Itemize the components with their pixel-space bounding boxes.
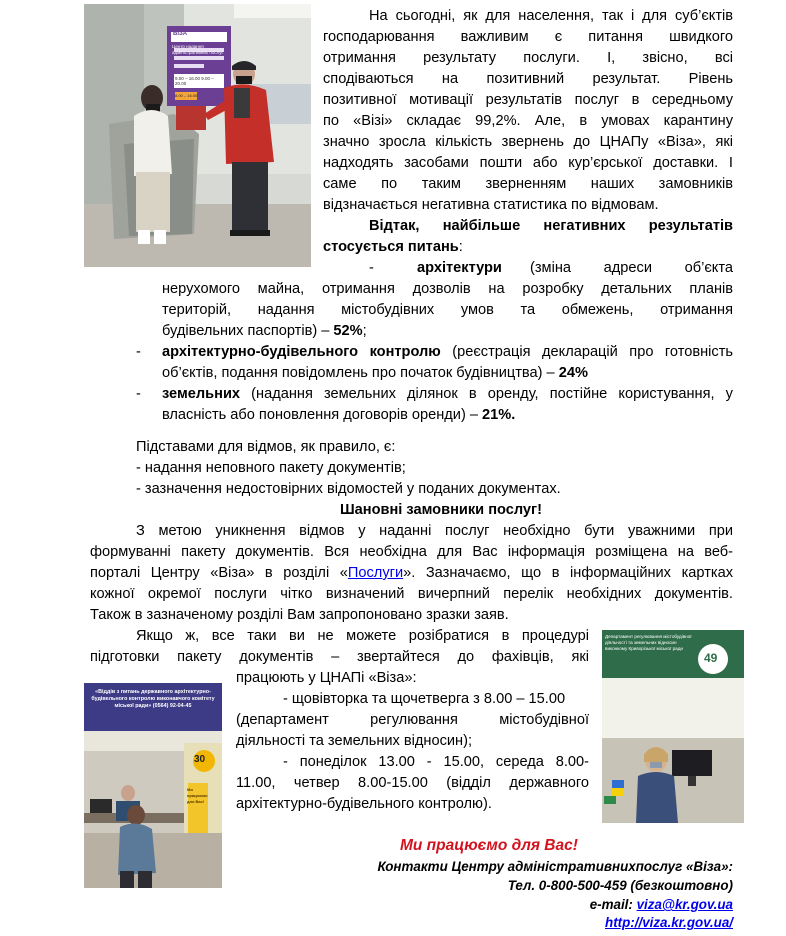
bullet-control-bold: архітектурно-будівельного контролю (162, 344, 441, 360)
services-link[interactable]: Послуги (347, 565, 404, 581)
schedule-1-line-2: (департамент регулювання містобудівної (236, 712, 589, 728)
sign-badge: 8.00 – 16.00 (175, 93, 198, 98)
help-line-3: працюють у ЦНАПі «Віза»: (236, 670, 417, 686)
negative-heading-bold: стосується питань (323, 239, 459, 255)
sticker-we-work-for-you: Ми працюємо для Вас! (187, 787, 208, 804)
bullet-architecture-percent: 52% (333, 323, 363, 339)
banner-construction-control: «Віддів з питань державного архітектурно-будівельного контролю виконавчого комітету міської ради» (0564) 92-04-45 (91, 689, 215, 709)
sign-text: Центр надання адміністративних послуг (172, 44, 224, 55)
bullet-architecture-bold: архітектури (417, 260, 502, 276)
sign-brand: ВІЗА (173, 31, 188, 37)
bullet-architecture-line-2: нерухомого майна, отримання дозволів на розробку детальних планів (162, 281, 733, 297)
appeal-line-1: З метою уникнення відмов у наданні послуг необхідно бути уважними при (136, 523, 733, 539)
reasons-intro: Підставами для відмов, як правило, є: (136, 439, 396, 455)
bullet-control-rest: (реєстрація декларацій про готовність (452, 344, 733, 360)
sign-hours: 9.00 – 16.00 9.00 – 20.00 (175, 76, 214, 86)
intro-line-8: надходять засобами пошти або кур’єрської доставки. І (323, 155, 733, 171)
intro-line-10: відзначається негативна статистика по відмовам. (323, 197, 659, 213)
schedule-1-line-1: - щовівторка та щочетверга з 8.00 – 15.00 (283, 691, 566, 707)
intro-line-1: На сьогодні, як для населення, так і для суб’єктів (369, 8, 733, 24)
appeal-line-3 (90, 563, 733, 583)
help-line-2: підготовки пакету документів – звертайтеся до фахівців, які (90, 649, 589, 665)
reasons-item-1: - надання неповного пакету документів; (136, 460, 406, 476)
schedule-1-line-3: діяльності та земельних відносин); (236, 733, 473, 749)
intro-line-3: отримання результату послуги. І, звісно, всі (323, 50, 733, 66)
appeal-line-4: кожної окремої послуги чітко визначений вичерпний перелік необхідних документів. (90, 586, 733, 602)
banner-urban-planning: Департамент регулювання містобудівної діяльності та земельних відносин виконкому Криворізької міської ради (605, 634, 692, 651)
schedule-2-line-1: - понеділок 13.00 - 15.00, середа 8.00- (283, 754, 589, 770)
intro-line-2: господарювання важливим є питання швидкого (323, 29, 733, 45)
schedule-2-line-2: 11.00, четвер 8.00-15.00 (відділ державного (236, 775, 589, 791)
reasons-item-2: - зазначення недостовірних відомостей у поданих документах. (136, 481, 561, 497)
bullet-architecture-end: ; (362, 323, 367, 339)
negative-heading-colon: : (458, 239, 463, 255)
appeal-line-3-after: ». Зазначаємо, що в інформаційних картках (403, 565, 733, 581)
intro-line-6: по «Візі» складає 99,2%. Але, в умовах карантину (323, 113, 733, 129)
bullet-architecture-line-1: (зміна адреси об’єкта (530, 260, 733, 276)
slogan: Ми працюємо для Вас! (400, 837, 578, 854)
website-link[interactable]: http://viza.kr.gov.ua/ (605, 915, 733, 930)
negative-heading-line-1: Відтак, найбільше негативних результатів (369, 218, 733, 234)
photo-visitors-at-info-desk (84, 4, 311, 267)
contacts-phone: Тел. 0-800-500-459 (безкоштовно) (507, 878, 733, 893)
window-number-49: 49 (704, 651, 718, 665)
bullet-dash-control: - (136, 344, 141, 360)
photo-construction-control-desk (84, 683, 222, 888)
appeal-line-5: Також в зазначеному розділі Вам запропоновано зразки заяв. (90, 607, 509, 623)
bullet-land-percent: 21%. (482, 407, 516, 423)
bullet-control-line-1 (162, 342, 733, 362)
email-label: e-mail: (589, 897, 637, 912)
bullet-land-rest: (надання земельних ділянок в оренду, постійне користування, у (251, 386, 733, 402)
bullet-architecture-text: будівельних паспортів) – (162, 323, 330, 339)
bullet-dash-land: - (136, 386, 141, 402)
intro-line-4: сподіваються на позитивний результат. Рівень (323, 71, 733, 87)
appeal-line-3-before: порталі Центру «Віза» в розділі « (90, 565, 348, 581)
intro-line-9: саме по таким зверненням наших замовників (323, 176, 733, 192)
bullet-control-line-2 (162, 363, 588, 383)
bullet-control-text: об’єктів, подання повідомлень про початок будівництва) – (162, 365, 555, 381)
contacts-email-row (590, 895, 733, 915)
window-number-30: 30 (194, 754, 206, 765)
bullet-architecture-line-3: територій, надання містобудівних умов та обмежень, отримання (162, 302, 733, 318)
email-link[interactable]: viza@kr.gov.ua (636, 897, 733, 912)
appeal-line-2: формуванні пакету документів. Вся необхідна для Вас інформація розміщена на веб- (90, 544, 733, 560)
bullet-land-bold: земельних (162, 386, 241, 402)
appeal-heading: Шановні замовники послуг! (340, 502, 542, 518)
bullet-control-percent: 24% (558, 365, 588, 381)
intro-line-5: позитивної мотивації результатів послуг в середньому (323, 92, 733, 108)
photo-urban-planning-desk (602, 630, 744, 823)
bullet-architecture-line-4 (162, 321, 367, 341)
bullet-land-line-1 (162, 384, 733, 404)
bullet-land-line-2 (162, 405, 515, 425)
intro-line-7: значно зросла кількість звернень до ЦНАПу «Віза», які (323, 134, 733, 150)
contacts-heading: Контакти Центру адміністративнихпослуг «Віза»: (377, 859, 733, 874)
bullet-land-text: власність або поновлення договорів оренди) – (162, 407, 478, 423)
help-line-1: Якщо ж, все таки ви не можете розібратися в процедурі (136, 628, 589, 644)
bullet-dash-architecture: - (369, 260, 374, 276)
negative-heading-line-2 (323, 237, 463, 257)
schedule-2-line-3: архітектурно-будівельного контролю). (236, 796, 492, 812)
contacts-website-row (605, 913, 733, 933)
